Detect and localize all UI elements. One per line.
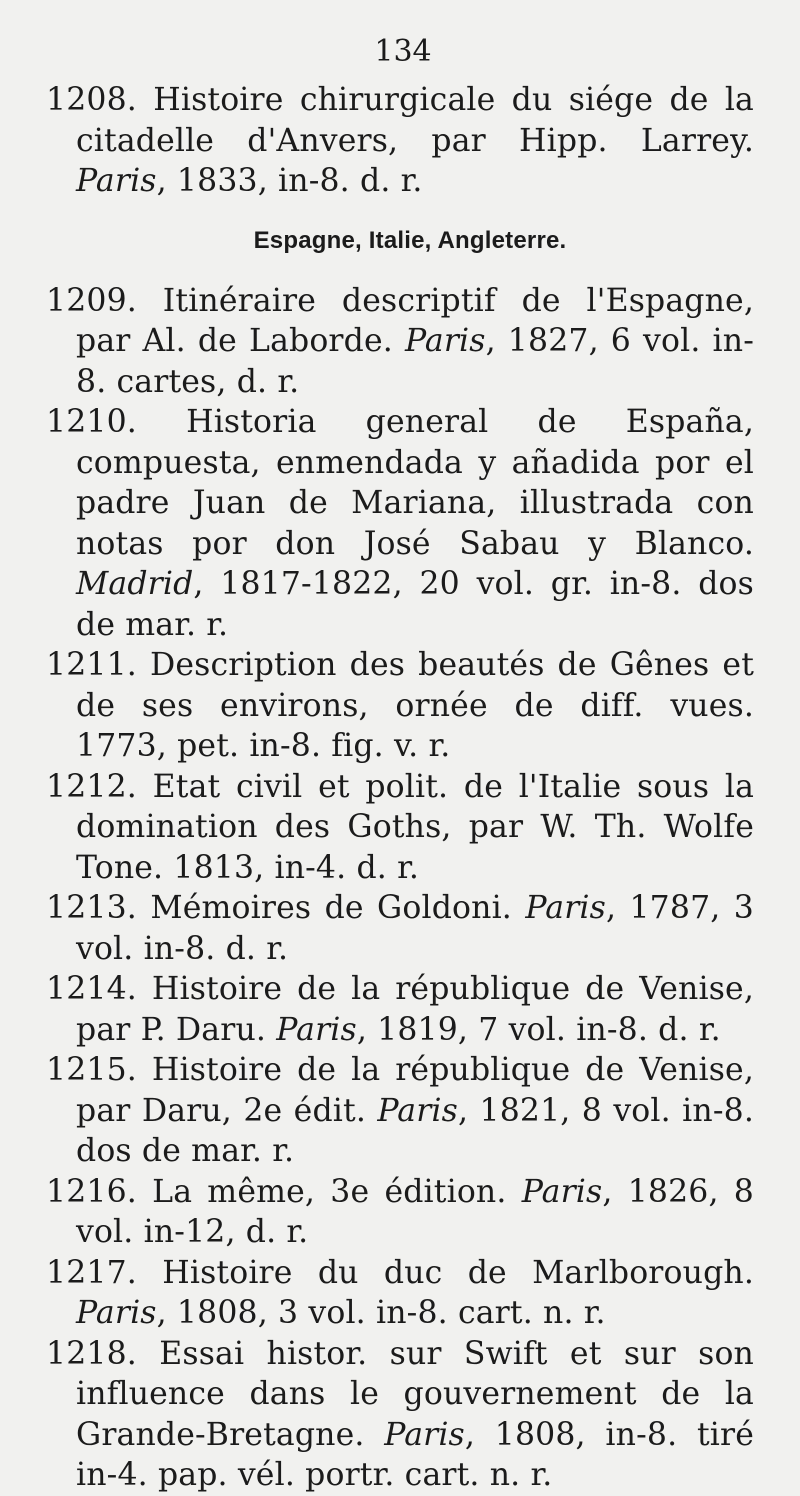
catalog-section <box>46 221 754 1496</box>
entry-place: Paris <box>76 1295 157 1331</box>
page-number: 134 <box>374 34 432 69</box>
entry-text: La même, 3e édition. <box>136 1173 522 1210</box>
entry-details: , 1808, in-8. tiré in-4. pap. vél. portr. cart. n. r. <box>76 1416 754 1493</box>
entry-details: , 1808, 3 vol. in-8. cart. n. r. <box>156 1295 606 1331</box>
catalog-entry <box>46 969 754 1050</box>
entry-number: 1211. <box>46 647 137 683</box>
catalog-entry <box>46 80 754 202</box>
entry-place: Paris <box>521 1173 603 1210</box>
entry-place: Paris <box>276 1011 357 1048</box>
entry-number: 1217. <box>46 1254 137 1291</box>
entry-details: , 1819, 7 vol. in-8. d. r. <box>356 1011 721 1048</box>
entry-text: Etat civil et polit. de l'Italie sous la domination des Goths, par W. Th. Wolfe Tone. 1813, in-4. d. r. <box>76 768 754 886</box>
entry-number: 1210. <box>46 404 137 440</box>
catalog-entry <box>46 1172 754 1253</box>
entry-text: Itinéraire descriptif de l'Espagne, par Al. de Laborde. <box>76 282 754 359</box>
entry-text: Historia general de España, compuesta, enmendada y añadida por el padre Juan de Mariana, illustrada con notas por don José Sabau y Blanco. <box>76 404 754 562</box>
entry-text: Description des beautés de Gênes et de ses environs, ornée de diff. vues. 1773, pet. in-8. fig. v. r. <box>76 647 754 764</box>
entry-number: 1209. <box>46 282 137 319</box>
catalog-entry <box>46 281 754 403</box>
entry-details: , 1817-1822, 20 vol. gr. in-8. dos de mar. r. <box>76 566 754 643</box>
entry-details: , 1787, 3 vol. in-8. d. r. <box>76 890 754 967</box>
entry-details: , 1821, 8 vol. in-8. dos de mar. r. <box>76 1092 754 1169</box>
entry-place: Paris <box>76 163 157 199</box>
entry-number: 1212. <box>46 768 137 805</box>
catalog-section <box>46 80 754 202</box>
entry-number: 1216. <box>46 1173 137 1210</box>
catalog-entry <box>46 402 754 645</box>
entry-number: 1215. <box>46 1052 137 1088</box>
entry-number: 1218. <box>46 1335 137 1372</box>
entry-place: Paris <box>404 323 486 359</box>
entry-text: Histoire du duc de Marlborough. <box>136 1254 754 1291</box>
entry-number: 1208. <box>46 82 137 118</box>
section-heading: Espagne, Italie, Angleterre. <box>253 226 567 254</box>
catalog-entry <box>46 1050 754 1172</box>
entry-place: Paris <box>525 890 606 926</box>
entry-text: Essai histor. sur Swift et sur son influence dans le gouvernement de la Grande-Bretagne. <box>76 1335 754 1453</box>
entry-text: Histoire de la république de Venise, par Daru, 2e édit. <box>76 1052 754 1129</box>
entry-details: , 1827, 6 vol. in-8. cartes, d. r. <box>76 323 755 400</box>
entry-place: Paris <box>384 1416 465 1453</box>
catalog-entry <box>46 1253 754 1334</box>
entry-details: , 1826, 8 vol. in-12, d. r. <box>76 1173 755 1250</box>
catalog-entry <box>46 888 754 969</box>
entry-details: , 1833, in-8. d. r. <box>156 163 423 199</box>
entry-text: Histoire chirurgicale du siége de la citadelle d'Anvers, par Hipp. Larrey. <box>76 82 754 159</box>
entry-text: Mémoires de Goldoni. <box>136 890 526 926</box>
entry-number: 1213. <box>46 890 137 926</box>
catalog-entry <box>46 1334 754 1496</box>
catalog-entry <box>46 767 754 889</box>
catalog-entry <box>46 645 754 767</box>
entry-place: Paris <box>377 1092 458 1129</box>
entry-place: Madrid <box>76 566 194 602</box>
entry-number: 1214. <box>46 971 137 1007</box>
entry-text: Histoire de la république de Venise, par P. Daru. <box>76 971 754 1048</box>
